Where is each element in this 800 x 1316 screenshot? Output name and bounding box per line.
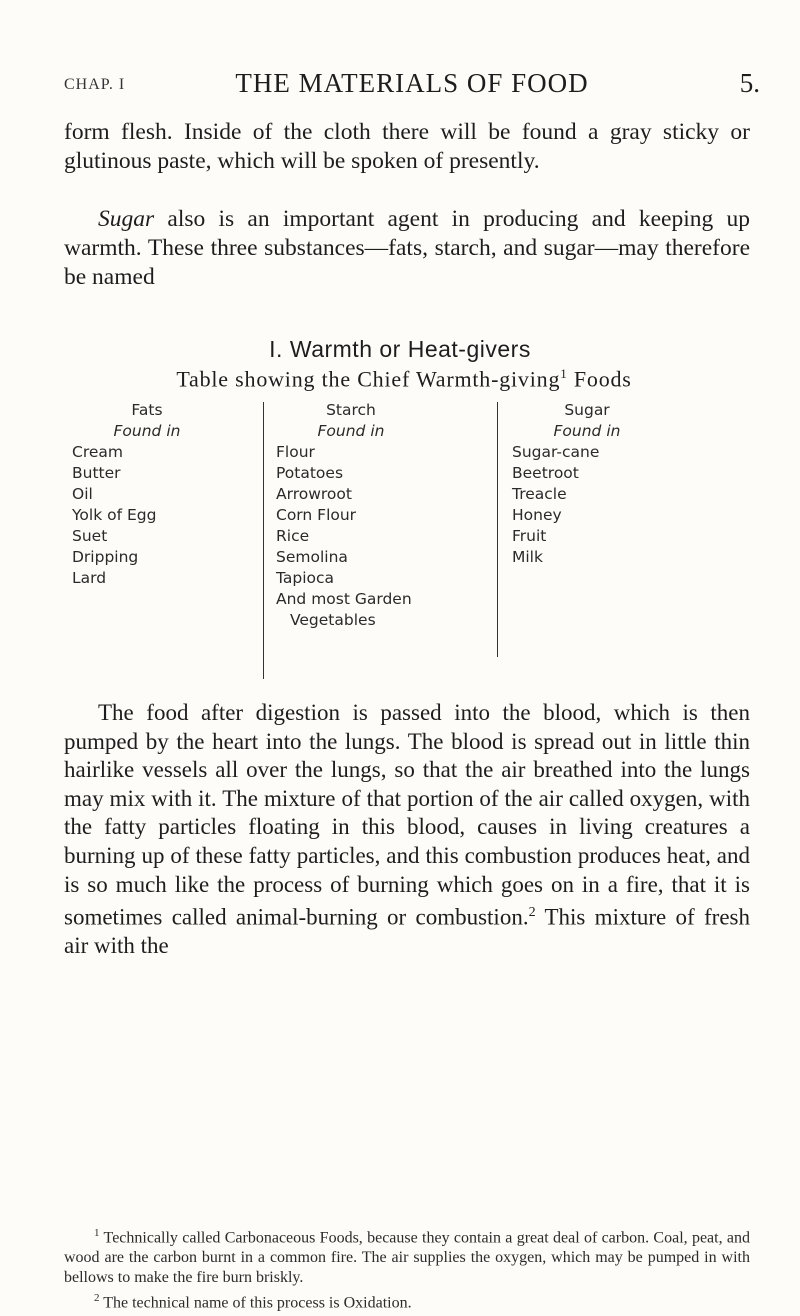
body-paragraph (64, 699, 750, 961)
list-item: Dripping (72, 548, 139, 566)
list-item: Tapioca (276, 569, 335, 587)
warmth-foods-table (0, 400, 800, 700)
footnote-2-mark: 2 (94, 1292, 100, 1305)
sugar-list (512, 442, 712, 568)
table-caption (44, 366, 764, 392)
footnotes (64, 1223, 750, 1314)
running-head (64, 66, 760, 102)
list-item: Treacle (512, 485, 567, 503)
list-item: Semolina (276, 548, 348, 566)
list-item: Cream (72, 443, 123, 461)
list-item: Arrowroot (276, 485, 352, 503)
footnote-1 (64, 1223, 750, 1288)
table-caption-end: Foods (573, 366, 632, 392)
list-item: Corn Flour (276, 506, 357, 524)
list-item: Milk (512, 548, 543, 566)
footnote-ref-1: 1 (560, 366, 568, 381)
sugar-emphasis: Sugar (98, 206, 155, 232)
list-item: Lard (72, 569, 107, 587)
fats-column (72, 400, 252, 589)
body-text-end: This mixture of fresh air with the (64, 904, 750, 959)
list-item: Sugar-cane (512, 443, 600, 461)
list-item: Flour (276, 443, 315, 461)
footnote-2 (64, 1288, 750, 1313)
footnote-1-mark: 1 (94, 1227, 100, 1239)
list-item: Suet (72, 527, 108, 545)
footnote-ref-2: 2 (528, 905, 536, 921)
body-text: The food after digestion is passed into the blood, which is then pumped by the heart into the lungs. The blood is spread out in little thin hairlike vessels all over the lungs, so that the air breathed into the lungs may mix with it. The mixture of that portion of the air called oxygen, with the fatty particles floating in this blood, causes in living creatures a burning up of these fatty particles, and this combustion produces heat, and is so much like the process of burning which goes on in a fire, that it is sometimes called animal-burning or combustion. (64, 700, 750, 930)
starch-subheading: Found in (317, 422, 385, 440)
list-item: Fruit (512, 527, 547, 545)
list-item: Beetroot (512, 464, 579, 482)
section-heading: I. Warmth or Heat-givers (269, 336, 531, 362)
list-item: Rice (276, 527, 310, 545)
chapter-label: CHAP. I (64, 76, 126, 93)
list-item: And most Garden (276, 590, 412, 608)
sugar-subheading: Found in (553, 422, 621, 440)
page-header-title: THE MATERIALS OF FOOD (235, 68, 589, 98)
intro-paragraph-1 (64, 118, 750, 176)
column-divider (263, 402, 264, 679)
fats-subheading: Found in (113, 422, 181, 440)
list-item: Potatoes (276, 464, 344, 482)
sugar-heading: Sugar (564, 401, 610, 419)
fats-list (72, 442, 252, 589)
intro-text-2: also is an important agent in producing and keeping up warmth. These three substances—fats, starch, and sugar—may therefore be named (64, 206, 750, 290)
sugar-column (512, 400, 712, 568)
fats-heading: Fats (131, 401, 163, 419)
list-item: Honey (512, 506, 562, 524)
intro-text: form flesh. Inside of the cloth there will be found a gray sticky or glutinous paste, which will be spoken of presently. (64, 119, 750, 174)
list-item: Vegetables (290, 611, 376, 629)
starch-heading: Starch (326, 401, 376, 419)
table-caption-text: Table showing the Chief Warmth-giving (176, 366, 561, 392)
list-item: Butter (72, 464, 121, 482)
intro-paragraph-2 (64, 205, 750, 292)
list-item: Oil (72, 485, 93, 503)
page-number: 5. (739, 68, 760, 98)
footnote-1-text: Technically called Carbonaceous Foods, because they contain a great deal of carbon. Coal, peat, and wood are the carbon burnt in a common fire. The air supplies the oxygen, which may be pumped in with bellows to make the fire burn briskly. (64, 1229, 750, 1287)
footnote-2-text: The technical name of this process is Oxidation. (103, 1294, 412, 1312)
starch-list (276, 442, 486, 631)
starch-column (276, 400, 486, 631)
column-divider (497, 402, 498, 657)
list-item: Yolk of Egg (72, 506, 157, 524)
